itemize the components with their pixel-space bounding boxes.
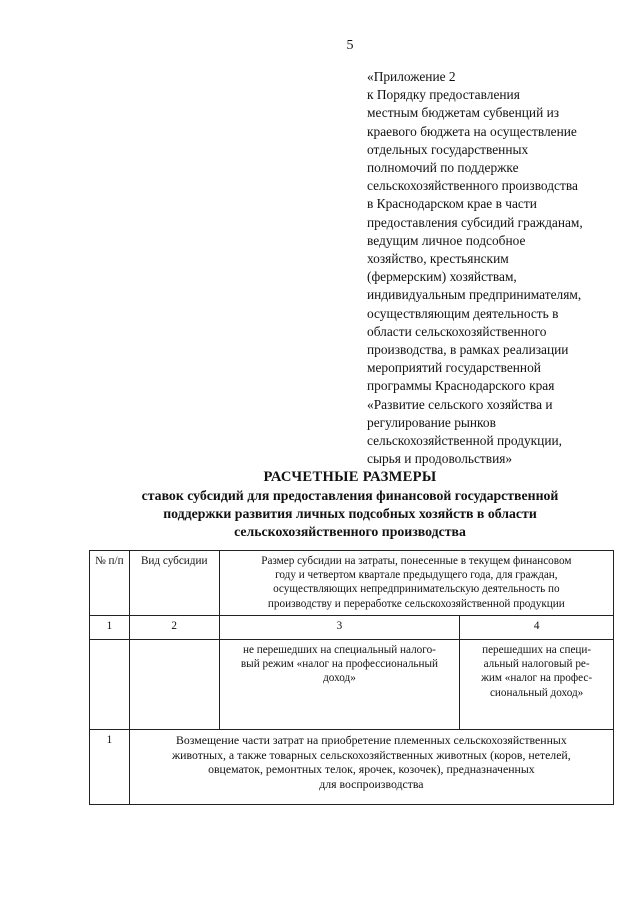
appendix-line: сельскохозяйственного производства [367, 178, 578, 194]
row-number-cell: 1 [90, 730, 130, 805]
subheader-line: вый режим «налог на профессиональный [240, 658, 438, 671]
appendix-line: сельскохозяйственной продукции, [367, 433, 563, 449]
appendix-reference [367, 68, 629, 468]
subsidy-line: овцематок, ремонтных телок, ярочек, козочек), предназначенных [208, 762, 535, 777]
appendix-line: «Развитие сельского хозяйства и [367, 396, 553, 412]
appendix-line: сырья и продовольствия» [367, 451, 513, 467]
appendix-line: краевого бюджета на осуществление [367, 123, 577, 139]
document-subtitle [100, 487, 600, 541]
subheader-line: не перешедших на специальный налого- [242, 644, 436, 656]
appendix-line: в Краснодарском крае в части [367, 196, 537, 212]
subheader-cell-transferred [460, 640, 614, 730]
document-title: РАСЧЕТНЫЕ РАЗМЕРЫ [263, 469, 437, 485]
subtitle-line: поддержки развития личных подсобных хозяйств в области [163, 506, 537, 521]
table-header-row [90, 551, 614, 616]
header-line: году и четвертом квартале предыдущего года, для граждан, [275, 569, 558, 582]
index-cell: 1 [90, 616, 130, 640]
appendix-line: мероприятий государственной [367, 360, 541, 376]
appendix-line: индивидуальным предпринимателям, [367, 287, 582, 303]
index-cell: 3 [219, 616, 460, 640]
subheader-line: сиональный доход» [489, 686, 584, 699]
header-line: Размер субсидии на затраты, понесенные в текущем финансовом [261, 555, 572, 567]
table-subheader-row [90, 640, 614, 730]
subsidy-description-cell [129, 730, 613, 805]
header-cell-number: № п/п [90, 551, 130, 616]
empty-cell [90, 640, 130, 730]
header-cell-subsidy-type: Вид субсидии [129, 551, 219, 616]
appendix-line: области сельскохозяйственного [367, 323, 547, 339]
header-cell-subsidy-size [219, 551, 613, 616]
index-cell: 2 [129, 616, 219, 640]
appendix-line: местным бюджетам субвенций из [367, 105, 560, 121]
subheader-line: жим «налог на профес- [481, 672, 593, 685]
table-row [90, 730, 614, 805]
appendix-line: (фермерским) хозяйствам, [367, 269, 517, 285]
appendix-line: предоставления субсидий гражданам, [367, 214, 583, 230]
subheader-line: перешедших на специ- [482, 644, 592, 656]
header-line: производству и переработке сельскохозяйственной продукции [267, 597, 565, 610]
appendix-line: регулирование рынков [367, 414, 496, 430]
subsidy-line: животных, а также товарных сельскохозяйственных животных (коров, нетелей, [172, 747, 571, 762]
appendix-line: программы Краснодарского края [367, 378, 555, 394]
appendix-line: к Порядку предоставления [367, 87, 520, 103]
subheader-cell-not-transferred [219, 640, 460, 730]
header-line: осуществляющих непредпринимательскую деятельность по [273, 583, 560, 596]
subtitle-line: сельскохозяйственного производства [234, 524, 466, 539]
appendix-line: полномочий по поддержке [367, 160, 519, 176]
appendix-line: отдельных государственных [367, 141, 529, 157]
appendix-line: ведущим личное подсобное [367, 232, 526, 248]
page-number: 5 [346, 38, 354, 53]
appendix-line: производства, в рамках реализации [367, 342, 569, 358]
subheader-line: доход» [323, 672, 356, 685]
subsidy-line: Возмещение части затрат на приобретение племенных сельскохозяйственных [176, 733, 567, 747]
subtitle-line: ставок субсидий для предоставления финансовой государственной [141, 488, 559, 503]
subsidy-rates-table [89, 550, 614, 805]
subsidy-line: для воспроизводства [319, 776, 424, 791]
index-cell: 4 [460, 616, 614, 640]
appendix-line: хозяйство, крестьянским [367, 251, 509, 267]
appendix-line: «Приложение 2 [367, 69, 456, 84]
appendix-line: осуществляющим деятельность в [367, 305, 559, 321]
empty-cell [129, 640, 219, 730]
subheader-line: альный налоговый ре- [483, 658, 590, 671]
table-index-row [90, 616, 614, 640]
